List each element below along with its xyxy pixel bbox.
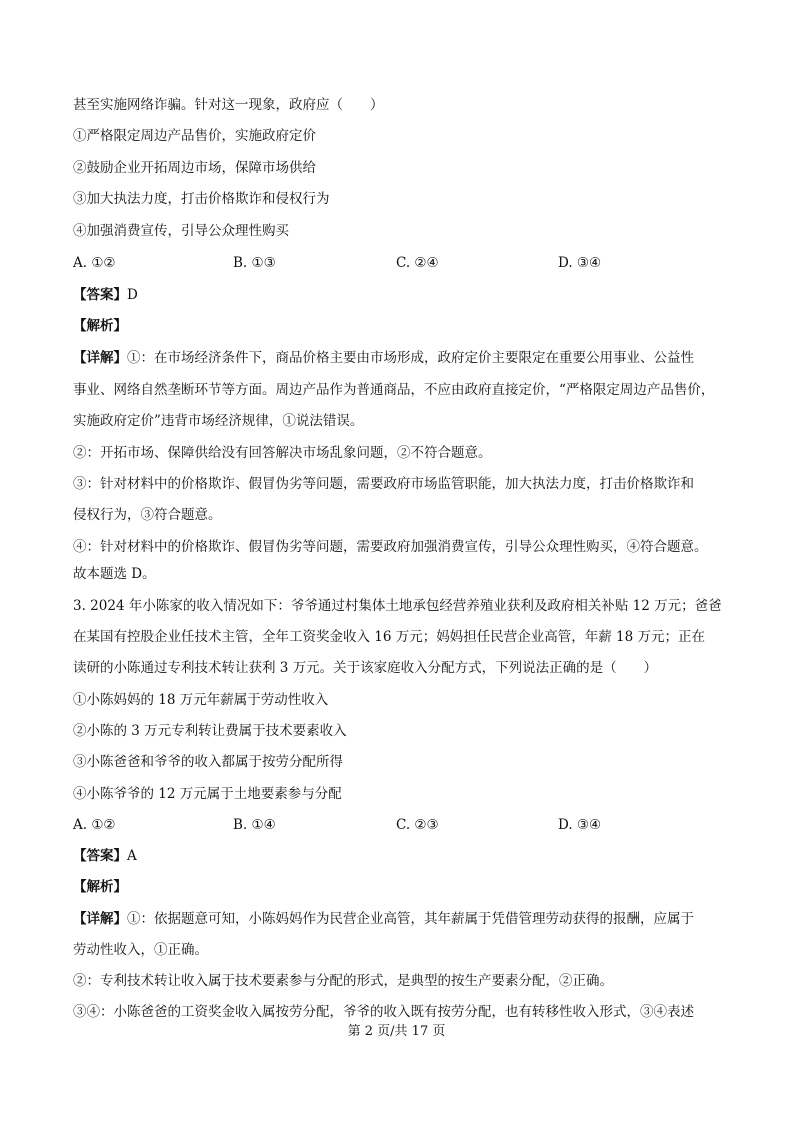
q2-item-4: ④加强消费宣传，引导公众理性购买: [73, 223, 289, 239]
q3-detail-line-1: [73, 909, 723, 929]
q3-options: [73, 815, 723, 835]
q3-option-a: A. ①②: [73, 817, 116, 833]
q2-detail-line-3: 实施政府定价”违背市场经济规律，①说法错误。: [73, 413, 364, 429]
q2-detail-line-1: [73, 348, 723, 368]
q3-stem-line-2: 在某国有控股企业任技术主管，全年工资奖金收入 16 万元；妈妈担任民营企业高管，年薪 18 万元；正在: [73, 629, 706, 645]
q3-item-2: ②小陈的 3 万元专利转让费属于技术要素收入: [73, 723, 347, 739]
q3-option-c: C. ②③: [396, 817, 439, 833]
q2-option-a: A. ①②: [73, 255, 116, 271]
q2-options: [73, 253, 723, 273]
q3-detail-line-2: 劳动性收入，①正确。: [73, 942, 208, 958]
answer-label: 【答案】: [73, 848, 127, 864]
q3-option-b: B. ①④: [233, 817, 276, 833]
q3-detail-line-3: ②：专利技术转让收入属于技术要素参与分配的形式，是典型的按生产要素分配，②正确。: [73, 973, 613, 989]
q3-stem-line-1: 3. 2024 年小陈家的收入情况如下：爷爷通过村集体土地承包经营养殖业获利及政府相关补贴 12 万元；爸爸: [73, 598, 722, 614]
q3-analysis-label: 【解析】: [73, 879, 127, 895]
q3-stem-line-3: 读研的小陈通过专利技术转让获利 3 万元。关于该家庭收入分配方式，下列说法正确的是（ ）: [73, 660, 658, 676]
q3-answer: [73, 846, 723, 866]
page-number-footer: 第 2 页/共 17 页: [347, 1024, 446, 1039]
q2-item-3: ③加大执法力度，打击价格欺诈和侵权行为: [73, 191, 330, 207]
answer-label: 【答案】: [73, 287, 127, 303]
q2-detail-line-6: 侵权行为，③符合题意。: [73, 507, 222, 523]
answer-value: D: [127, 287, 138, 303]
q2-analysis-label: 【解析】: [73, 318, 127, 334]
q2-option-d: D. ③④: [558, 255, 602, 271]
detail-label: 【详解】: [73, 350, 127, 366]
q2-option-b: B. ①③: [233, 255, 276, 271]
q2-detail-line-7: ④：针对材料中的价格欺诈、假冒伪劣等问题，需要政府加强消费宣传，引导公众理性购买，④符合题意。: [73, 539, 708, 555]
q2-item-2: ②鼓励企业开拓周边市场，保障市场供给: [73, 160, 316, 176]
answer-value: A: [127, 848, 137, 864]
q2-option-c: C. ②④: [396, 255, 439, 271]
q3-item-3: ③小陈爸爸和爷爷的收入都属于按劳分配所得: [73, 754, 343, 770]
q2-detail-line-5: ③：针对材料中的价格欺诈、假冒伪劣等问题，需要政府市场监管职能，加大执法力度，打击价格欺诈和: [73, 476, 694, 492]
q3-item-1: ①小陈妈妈的 18 万元年薪属于劳动性收入: [73, 692, 329, 708]
q3-detail-line-4: ③④：小陈爸爸的工资奖金收入属按劳分配，爷爷的收入既有按劳分配，也有转移性收入形式，③④表述: [73, 1004, 694, 1020]
q2-detail-line-2: 事业、网络自然垄断环节等方面。周边产品作为普通商品，不应由政府直接定价，“严格限定周边产品售价，: [73, 382, 715, 398]
q2-item-1: ①严格限定周边产品售价，实施政府定价: [73, 128, 316, 144]
q2-detail-line-4: ②：开拓市场、保障供给没有回答解决市场乱象问题，②不符合题意。: [73, 445, 492, 461]
q2-conclusion: 故本题选 D。: [73, 566, 156, 582]
q2-answer: [73, 285, 723, 305]
q3-item-4: ④小陈爷爷的 12 万元属于土地要素参与分配: [73, 786, 342, 802]
q3-option-d: D. ③④: [558, 817, 602, 833]
q2-stem-tail: 甚至实施网络诈骗。针对这一现象，政府应（ ）: [73, 97, 384, 113]
detail-text: ①：在市场经济条件下，商品价格主要由市场形成，政府定价主要限定在重要公用事业、公益性: [127, 350, 694, 366]
detail-text: ①：依据题意可知，小陈妈妈作为民营企业高管，其年薪属于凭借管理劳动获得的报酬，应属于: [127, 911, 694, 927]
detail-label: 【详解】: [73, 911, 127, 927]
